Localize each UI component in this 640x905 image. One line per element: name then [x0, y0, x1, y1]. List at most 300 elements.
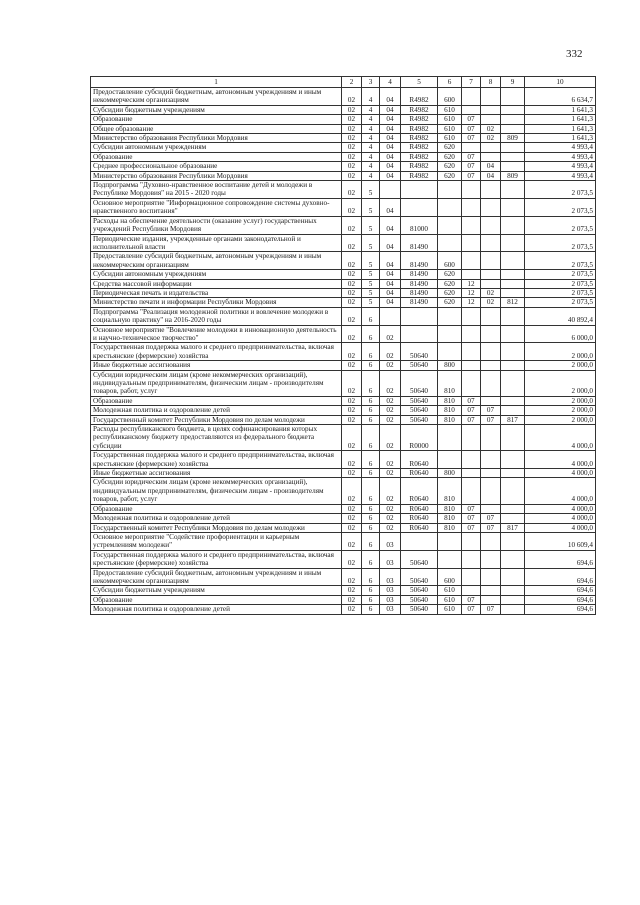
- row-name: Молодежная политика и оздоровление детей: [91, 406, 342, 415]
- cell-code: 5: [362, 279, 380, 288]
- row-amount: 4 993,4: [525, 152, 596, 161]
- cell-code: 810: [438, 415, 462, 424]
- cell-code: 610: [438, 586, 462, 595]
- cell-code: 4: [362, 88, 380, 106]
- cell-code: 610: [438, 105, 462, 114]
- cell-code: [462, 105, 481, 114]
- table-row: [91, 514, 596, 523]
- cell-code: [462, 325, 481, 343]
- cell-code: [481, 115, 501, 124]
- cell-code: 02: [342, 143, 362, 152]
- row-amount: 694,6: [525, 595, 596, 604]
- cell-code: [462, 181, 481, 199]
- cell-code: 07: [462, 595, 481, 604]
- cell-code: 02: [342, 550, 362, 568]
- cell-code: 600: [438, 88, 462, 106]
- table-row: [91, 370, 596, 396]
- row-name: Основное мероприятие "Вовлечение молодежи в инновационную деятельность и научно-техническое творчество": [91, 325, 342, 343]
- cell-code: 07: [462, 152, 481, 161]
- row-name: Основное мероприятие "Информационное сопровождение системы духовно-нравственного воспитания": [91, 198, 342, 216]
- row-name: Субсидии автономным учреждениям: [91, 270, 342, 279]
- page-number: 332: [566, 48, 583, 60]
- cell-code: 04: [481, 171, 501, 180]
- cell-code: 610: [438, 134, 462, 143]
- cell-code: 02: [342, 307, 362, 325]
- cell-code: [438, 307, 462, 325]
- cell-code: 02: [380, 325, 401, 343]
- table-row: [91, 586, 596, 595]
- table-row: [91, 198, 596, 216]
- row-amount: 2 073,5: [525, 279, 596, 288]
- cell-code: 02: [380, 406, 401, 415]
- cell-code: [501, 162, 525, 171]
- cell-code: 50640: [401, 361, 438, 370]
- row-name: Государственная поддержка малого и среднего предпринимательства, включая крестьянские (фермерские) хозяйства: [91, 451, 342, 469]
- cell-code: [501, 514, 525, 523]
- cell-code: 04: [380, 279, 401, 288]
- row-amount: 1 641,3: [525, 115, 596, 124]
- table-row: [91, 288, 596, 297]
- row-name: Молодежная политика и оздоровление детей: [91, 605, 342, 614]
- cell-code: 610: [438, 595, 462, 604]
- row-name: Иные бюджетные ассигнования: [91, 469, 342, 478]
- cell-code: 07: [462, 171, 481, 180]
- cell-code: 07: [462, 415, 481, 424]
- cell-code: 50640: [401, 406, 438, 415]
- cell-code: 04: [380, 298, 401, 307]
- row-name: Предоставление субсидий бюджетным, автономным учреждениям и иным некоммерческим организациям: [91, 568, 342, 586]
- cell-code: 03: [380, 532, 401, 550]
- table-row: [91, 152, 596, 161]
- table-row: [91, 425, 596, 451]
- cell-code: 50640: [401, 605, 438, 614]
- cell-code: R0640: [401, 504, 438, 513]
- cell-code: 02: [342, 605, 362, 614]
- row-name: Субсидии автономным учреждениям: [91, 143, 342, 152]
- cell-code: 07: [462, 134, 481, 143]
- cell-code: 81490: [401, 252, 438, 270]
- cell-code: 620: [438, 270, 462, 279]
- row-amount: 4 993,4: [525, 143, 596, 152]
- cell-code: 610: [438, 124, 462, 133]
- col-header: 6: [438, 77, 462, 88]
- cell-code: 02: [380, 361, 401, 370]
- cell-code: 02: [342, 586, 362, 595]
- cell-code: [462, 307, 481, 325]
- row-amount: 2 073,5: [525, 270, 596, 279]
- cell-code: 04: [380, 270, 401, 279]
- cell-code: 04: [380, 216, 401, 234]
- cell-code: 04: [380, 234, 401, 252]
- cell-code: R4982: [401, 105, 438, 114]
- row-name: Государственная поддержка малого и среднего предпринимательства, включая крестьянские (фермерские) хозяйства: [91, 343, 342, 361]
- cell-code: 02: [342, 523, 362, 532]
- cell-code: [462, 143, 481, 152]
- table-row: [91, 605, 596, 614]
- cell-code: [501, 504, 525, 513]
- row-amount: 4 993,4: [525, 171, 596, 180]
- cell-code: [501, 143, 525, 152]
- cell-code: [438, 198, 462, 216]
- cell-code: 810: [438, 478, 462, 504]
- cell-code: 6: [362, 396, 380, 405]
- cell-code: 5: [362, 234, 380, 252]
- cell-code: 02: [342, 134, 362, 143]
- cell-code: 5: [362, 216, 380, 234]
- cell-code: 03: [380, 568, 401, 586]
- row-amount: 2 000,0: [525, 406, 596, 415]
- cell-code: [380, 181, 401, 199]
- table-row: [91, 523, 596, 532]
- table-row: [91, 451, 596, 469]
- cell-code: 02: [342, 325, 362, 343]
- table-row: [91, 478, 596, 504]
- row-name: Образование: [91, 396, 342, 405]
- cell-code: 07: [462, 396, 481, 405]
- row-name: Периодические издания, учрежденные органами законодательной и исполнительной власти: [91, 234, 342, 252]
- cell-code: 03: [380, 586, 401, 595]
- table-row: [91, 143, 596, 152]
- table-row: [91, 307, 596, 325]
- cell-code: 02: [380, 451, 401, 469]
- col-header: 9: [501, 77, 525, 88]
- cell-code: [481, 370, 501, 396]
- row-name: Субсидии юридическим лицам (кроме некоммерческих организаций), индивидуальным предпринимателям, физическим лицам - производителям товаров, работ, услуг: [91, 478, 342, 504]
- cell-code: 02: [342, 124, 362, 133]
- cell-code: 810: [438, 523, 462, 532]
- cell-code: 817: [501, 523, 525, 532]
- cell-code: [501, 595, 525, 604]
- cell-code: 04: [380, 288, 401, 297]
- cell-code: 620: [438, 143, 462, 152]
- cell-code: 02: [342, 406, 362, 415]
- cell-code: 81490: [401, 279, 438, 288]
- cell-code: [501, 451, 525, 469]
- cell-code: R4982: [401, 88, 438, 106]
- cell-code: [481, 88, 501, 106]
- cell-code: [462, 343, 481, 361]
- col-header: 4: [380, 77, 401, 88]
- cell-code: [481, 105, 501, 114]
- row-amount: 2 000,0: [525, 415, 596, 424]
- cell-code: 50640: [401, 396, 438, 405]
- cell-code: [438, 451, 462, 469]
- cell-code: 02: [342, 298, 362, 307]
- row-amount: 2 000,0: [525, 396, 596, 405]
- cell-code: 02: [342, 504, 362, 513]
- cell-code: 04: [380, 124, 401, 133]
- cell-code: 4: [362, 124, 380, 133]
- cell-code: 620: [438, 279, 462, 288]
- row-name: Субсидии юридическим лицам (кроме некоммерческих организаций), индивидуальным предпринимателям, физическим лицам - производителям товаров, работ, услуг: [91, 370, 342, 396]
- row-amount: 4 000,0: [525, 504, 596, 513]
- cell-code: [438, 325, 462, 343]
- cell-code: [462, 425, 481, 451]
- table-row: [91, 115, 596, 124]
- row-amount: 1 641,3: [525, 134, 596, 143]
- cell-code: 02: [342, 568, 362, 586]
- cell-code: [481, 279, 501, 288]
- cell-code: 6: [362, 568, 380, 586]
- cell-code: 6: [362, 361, 380, 370]
- table-row: [91, 181, 596, 199]
- cell-code: [481, 478, 501, 504]
- table-row: [91, 532, 596, 550]
- cell-code: 07: [462, 115, 481, 124]
- cell-code: 02: [380, 514, 401, 523]
- cell-code: 6: [362, 478, 380, 504]
- table-row: [91, 325, 596, 343]
- cell-code: 07: [481, 523, 501, 532]
- col-header: 2: [342, 77, 362, 88]
- row-amount: 2 073,5: [525, 181, 596, 199]
- row-amount: 4 000,0: [525, 523, 596, 532]
- cell-code: [438, 532, 462, 550]
- table-row: [91, 396, 596, 405]
- table-row: [91, 550, 596, 568]
- cell-code: 5: [362, 270, 380, 279]
- cell-code: [501, 105, 525, 114]
- cell-code: 07: [481, 406, 501, 415]
- table-row: [91, 595, 596, 604]
- cell-code: 6: [362, 586, 380, 595]
- row-amount: 4 000,0: [525, 469, 596, 478]
- table-row: [91, 504, 596, 513]
- cell-code: 6: [362, 605, 380, 614]
- cell-code: [401, 325, 438, 343]
- cell-code: 6: [362, 325, 380, 343]
- cell-code: 12: [462, 298, 481, 307]
- cell-code: R0640: [401, 514, 438, 523]
- cell-code: 50640: [401, 415, 438, 424]
- cell-code: 50640: [401, 370, 438, 396]
- cell-code: 620: [438, 171, 462, 180]
- cell-code: 07: [462, 406, 481, 415]
- cell-code: [481, 343, 501, 361]
- cell-code: 02: [342, 415, 362, 424]
- cell-code: R0640: [401, 523, 438, 532]
- cell-code: 04: [380, 198, 401, 216]
- cell-code: R4982: [401, 171, 438, 180]
- row-amount: 2 073,5: [525, 298, 596, 307]
- cell-code: 02: [342, 532, 362, 550]
- cell-code: 02: [342, 425, 362, 451]
- row-name: Предоставление субсидий бюджетным, автономным учреждениям и иным некоммерческим организациям: [91, 88, 342, 106]
- cell-code: 817: [501, 415, 525, 424]
- cell-code: 02: [342, 105, 362, 114]
- cell-code: [481, 234, 501, 252]
- row-amount: 694,6: [525, 605, 596, 614]
- cell-code: 50640: [401, 550, 438, 568]
- cell-code: [481, 198, 501, 216]
- cell-code: 02: [380, 415, 401, 424]
- row-name: Основное мероприятие "Содействие профориентации и карьерным устремлениям молодежи": [91, 532, 342, 550]
- cell-code: 07: [462, 162, 481, 171]
- row-name: Субсидии бюджетным учреждениям: [91, 586, 342, 595]
- cell-code: 02: [342, 270, 362, 279]
- cell-code: [462, 550, 481, 568]
- cell-code: [501, 568, 525, 586]
- table-row: [91, 134, 596, 143]
- col-header: 8: [481, 77, 501, 88]
- cell-code: 50640: [401, 568, 438, 586]
- cell-code: [401, 181, 438, 199]
- cell-code: [501, 325, 525, 343]
- cell-code: [501, 270, 525, 279]
- cell-code: 02: [481, 134, 501, 143]
- cell-code: 6: [362, 415, 380, 424]
- row-amount: 10 609,4: [525, 532, 596, 550]
- cell-code: R4982: [401, 124, 438, 133]
- cell-code: [481, 532, 501, 550]
- row-name: Государственный комитет Республики Мордовия по делам молодежи: [91, 415, 342, 424]
- cell-code: [501, 288, 525, 297]
- cell-code: [481, 396, 501, 405]
- cell-code: [481, 586, 501, 595]
- row-amount: 694,6: [525, 586, 596, 595]
- row-name: Образование: [91, 504, 342, 513]
- cell-code: 02: [342, 595, 362, 604]
- row-amount: 2 073,5: [525, 234, 596, 252]
- cell-code: 6: [362, 307, 380, 325]
- cell-code: [501, 152, 525, 161]
- cell-code: [438, 234, 462, 252]
- row-name: Молодежная политика и оздоровление детей: [91, 514, 342, 523]
- cell-code: [481, 252, 501, 270]
- row-name: Образование: [91, 595, 342, 604]
- cell-code: [401, 198, 438, 216]
- budget-table: [90, 76, 596, 615]
- cell-code: 02: [380, 504, 401, 513]
- cell-code: 810: [438, 370, 462, 396]
- table-row: [91, 270, 596, 279]
- row-name: Образование: [91, 115, 342, 124]
- cell-code: [501, 550, 525, 568]
- cell-code: [481, 307, 501, 325]
- cell-code: R0640: [401, 478, 438, 504]
- cell-code: [501, 252, 525, 270]
- cell-code: 6: [362, 469, 380, 478]
- cell-code: 04: [380, 252, 401, 270]
- cell-code: R4982: [401, 152, 438, 161]
- cell-code: 02: [342, 370, 362, 396]
- row-amount: 40 892,4: [525, 307, 596, 325]
- cell-code: R0640: [401, 451, 438, 469]
- cell-code: 02: [342, 288, 362, 297]
- cell-code: 5: [362, 298, 380, 307]
- cell-code: 6: [362, 550, 380, 568]
- row-amount: 2 073,5: [525, 288, 596, 297]
- cell-code: 12: [462, 288, 481, 297]
- cell-code: 04: [481, 162, 501, 171]
- row-name: Расходы республиканского бюджета, в целях софинансирования которых республиканскому бюджету предоставляются из федерального бюджета субсидии: [91, 425, 342, 451]
- cell-code: 04: [380, 105, 401, 114]
- cell-code: [501, 406, 525, 415]
- cell-code: R4982: [401, 115, 438, 124]
- cell-code: 5: [362, 181, 380, 199]
- cell-code: [438, 425, 462, 451]
- row-amount: 4 000,0: [525, 514, 596, 523]
- row-amount: 1 641,3: [525, 124, 596, 133]
- cell-code: [462, 252, 481, 270]
- cell-code: 6: [362, 514, 380, 523]
- row-amount: 2 073,5: [525, 198, 596, 216]
- row-amount: 2 073,5: [525, 216, 596, 234]
- row-amount: 694,6: [525, 550, 596, 568]
- cell-code: 610: [438, 115, 462, 124]
- cell-code: [481, 504, 501, 513]
- cell-code: [481, 143, 501, 152]
- row-name: Иные бюджетные ассигнования: [91, 361, 342, 370]
- cell-code: 600: [438, 568, 462, 586]
- cell-code: 4: [362, 143, 380, 152]
- row-amount: 4 000,0: [525, 425, 596, 451]
- cell-code: 02: [481, 288, 501, 297]
- cell-code: 07: [481, 605, 501, 614]
- cell-code: 809: [501, 171, 525, 180]
- row-name: Образование: [91, 152, 342, 161]
- cell-code: 02: [342, 469, 362, 478]
- row-amount: 1 641,3: [525, 105, 596, 114]
- cell-code: [481, 568, 501, 586]
- cell-code: 02: [380, 370, 401, 396]
- cell-code: [481, 425, 501, 451]
- cell-code: [462, 478, 481, 504]
- cell-code: 81490: [401, 288, 438, 297]
- cell-code: R4982: [401, 134, 438, 143]
- col-header: 5: [401, 77, 438, 88]
- cell-code: 04: [380, 143, 401, 152]
- cell-code: [462, 370, 481, 396]
- col-header: 7: [462, 77, 481, 88]
- cell-code: [438, 343, 462, 361]
- cell-code: [501, 115, 525, 124]
- cell-code: [501, 478, 525, 504]
- cell-code: 02: [380, 425, 401, 451]
- cell-code: 02: [342, 216, 362, 234]
- cell-code: 02: [342, 162, 362, 171]
- col-header: 10: [525, 77, 596, 88]
- cell-code: 620: [438, 162, 462, 171]
- row-amount: 2 000,0: [525, 343, 596, 361]
- table-row: [91, 124, 596, 133]
- cell-code: 6: [362, 595, 380, 604]
- cell-code: [481, 550, 501, 568]
- table-row: [91, 105, 596, 114]
- row-name: Средства массовой информации: [91, 279, 342, 288]
- cell-code: 620: [438, 152, 462, 161]
- row-name: Субсидии бюджетным учреждениям: [91, 105, 342, 114]
- table-row: [91, 361, 596, 370]
- cell-code: 6: [362, 451, 380, 469]
- cell-code: [438, 216, 462, 234]
- cell-code: 02: [342, 514, 362, 523]
- cell-code: [462, 451, 481, 469]
- table-row: [91, 216, 596, 234]
- cell-code: 02: [380, 478, 401, 504]
- cell-code: [501, 370, 525, 396]
- row-name: Общее образование: [91, 124, 342, 133]
- row-amount: 694,6: [525, 568, 596, 586]
- cell-code: [462, 234, 481, 252]
- cell-code: 6: [362, 343, 380, 361]
- cell-code: 12: [462, 279, 481, 288]
- cell-code: 810: [438, 504, 462, 513]
- cell-code: [462, 270, 481, 279]
- table-row: [91, 162, 596, 171]
- cell-code: [481, 451, 501, 469]
- cell-code: 81490: [401, 298, 438, 307]
